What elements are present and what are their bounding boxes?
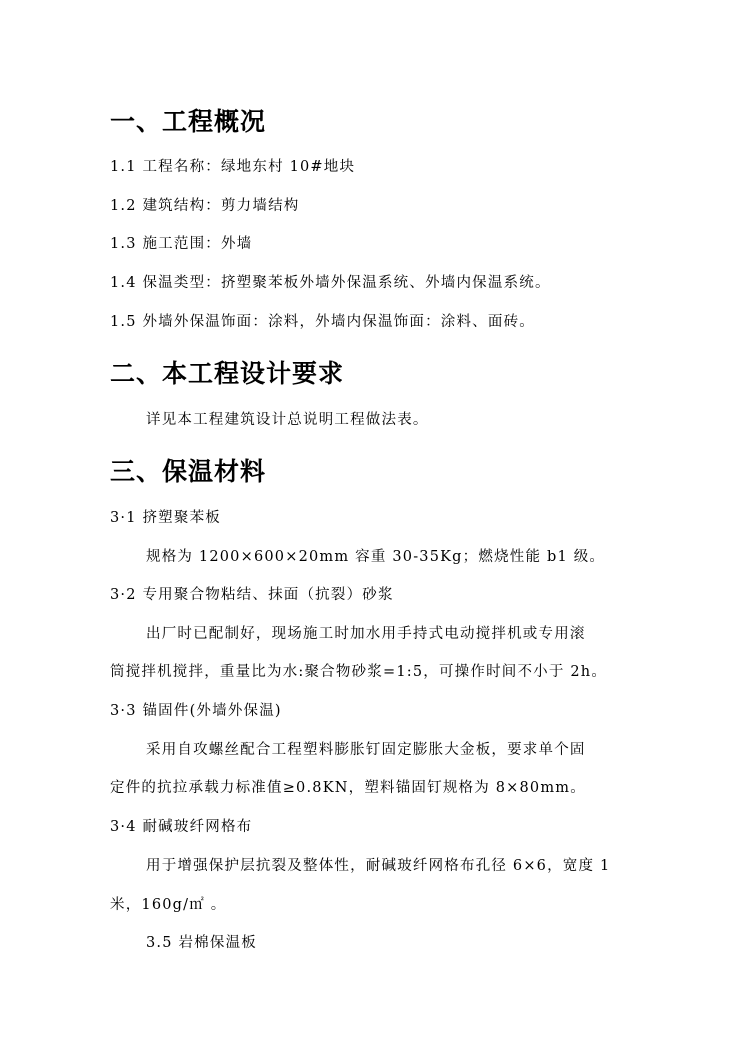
subsection-3-4-line1: 用于增强保护层抗裂及整体性，耐碱玻纤网格布孔径 6×6，宽度 1 — [146, 858, 611, 874]
subsection-3-1-body: 规格为 1200×600×20mm 容重 30-35Kg；燃烧性能 b1 级。 — [146, 549, 606, 565]
subsection-3-3-title: 3·3 锚固件(外墙外保温) — [110, 703, 282, 719]
item-1-5: 1.5 外墙外保温饰面：涂料，外墙内保温饰面：涂料、面砖。 — [110, 314, 535, 330]
subsection-3-4-line2-text: 米，160g/㎡ — [110, 897, 205, 913]
section-3-heading: 三、保温材料 — [110, 457, 267, 486]
item-1-3: 1.3 施工范围：外墙 — [110, 236, 253, 252]
subsection-3-2-line1: 出厂时已配制好，现场施工时加水用手持式电动搅拌机或专用滚 — [146, 626, 586, 642]
item-1-4: 1.4 保温类型：挤塑聚苯板外墙外保温系统、外墙内保温系统。 — [110, 275, 551, 291]
item-1-2: 1.2 建筑结构：剪力墙结构 — [110, 198, 300, 214]
item-1-1: 1.1 工程名称：绿地东村 10#地块 — [110, 159, 356, 175]
section-1-heading: 一、工程概况 — [110, 107, 267, 136]
section-2-body: 详见本工程建筑设计总说明工程做法表。 — [146, 412, 429, 428]
subsection-3-2-title: 3·2 专用聚合物粘结、抹面（抗裂）砂浆 — [110, 587, 394, 603]
subsection-3-4-line2-end: 。 — [210, 897, 227, 913]
subsection-3-5-title: 3.5 岩棉保温板 — [146, 935, 257, 951]
subsection-3-3-line1: 采用自攻螺丝配合工程塑料膨胀钉固定膨胀大金板，要求单个固 — [146, 742, 586, 758]
subsection-3-4-line2 — [110, 895, 226, 915]
section-2-heading: 二、本工程设计要求 — [110, 359, 345, 388]
subsection-3-1-title: 3·1 挤塑聚苯板 — [110, 510, 221, 526]
subsection-3-2-line2: 筒搅拌机搅拌，重量比为水:聚合物砂浆=1:5，可操作时间不小于 2h。 — [110, 664, 608, 680]
subsection-3-4-title: 3·4 耐碱玻纤网格布 — [110, 819, 253, 835]
subsection-3-3-line2: 定件的抗拉承载力标准值≥0.8KN，塑料锚固钉规格为 8×80mm。 — [110, 780, 586, 796]
